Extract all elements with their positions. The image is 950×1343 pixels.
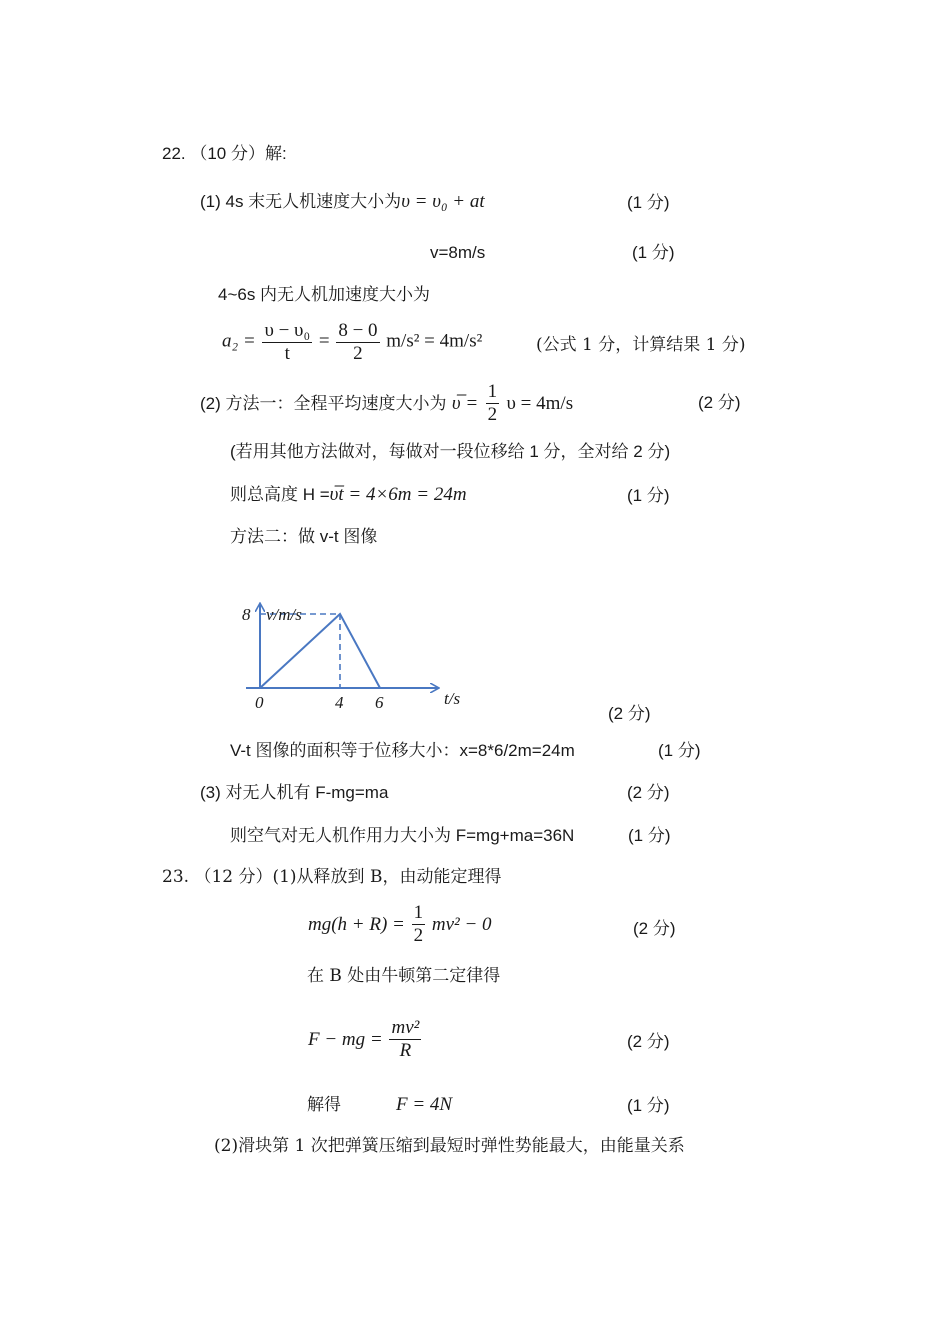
q22-v-result: v=8m/s [430,243,486,262]
q22-part2 [200,381,573,426]
energy-rhs: mv² − 0 [431,913,492,935]
q22-area-text: V-t 图像的面积等于位移大小：x=8*6/2m=24m [230,741,575,760]
q22-part1 [200,192,485,211]
height-text: 则总高度 H = [230,485,330,504]
q23-solve-eq: F = 4N [396,1094,453,1115]
newton-num: mv² [391,1017,420,1038]
q22-score-part2: (2 分) [698,393,741,412]
q23-newton-text: 在 B 处由牛顿第二定律得 [307,966,501,986]
q22-score-part3: (2 分) [627,783,670,802]
vbar-rhs: υ = 4m/s [506,392,574,414]
x-tick-label: 0 [255,693,264,712]
half-fraction [486,381,500,426]
q22-force-text: 则空气对无人机作用力大小为 F=mg+ma=36N [230,826,575,845]
a2-fraction-2 [336,320,379,365]
a2-num: υ − υ₀ [264,320,311,341]
q22-score-1: (1 分) [627,193,670,212]
height-eq: υ̅t = 4×6m = 24m [329,484,467,505]
newton-den: R [399,1039,412,1061]
q22-method2: 方法二：做 v-t 图像 [230,527,378,546]
vt-graph [232,566,461,716]
q22-part2-prefix: (2) 方法一：全程平均速度大小为 [200,393,447,413]
q23-newton-equation [308,1017,423,1062]
energy-half-den: 2 [413,924,424,946]
x-axis-label: t/s [444,689,461,708]
velocity-series-line [260,614,380,688]
newton-fraction [389,1017,421,1062]
y-tick-label: 8 [242,605,251,624]
q23-score-energy: (2 分) [633,919,676,938]
q22-score-area: (1 分) [658,741,701,760]
q22-header: 22. （10 分）解: [162,144,287,163]
q22-height [230,485,467,504]
q22-note: (若用其他方法做对，每做对一段位移给 1 分，全对给 2 分) [230,442,671,461]
q22-score-2: (1 分) [632,243,675,262]
q23-energy-equation [308,902,492,947]
q23-part2: (2)滑块第 1 次把弹簧压缩到最短时弹性势能最大，由能量关系 [214,1136,685,1156]
y-axis-label: v/m/s [266,605,302,625]
q22-part3: (3) 对无人机有 F-mg=ma [200,783,389,802]
x-tick-label: 6 [375,693,384,712]
a2-lhs: a₂ = [222,330,256,352]
a2-eq-sign: = [318,330,330,352]
q22-score-force: (1 分) [628,826,671,845]
tick-labels [242,605,384,712]
a2-num2: 8 − 0 [338,320,378,341]
q23-header: 23. （12 分）(1)从释放到 B，由动能定理得 [162,867,502,887]
q23-score-solve: (1 分) [627,1096,670,1115]
q22-score-height: (1 分) [627,486,670,505]
half-den: 2 [487,403,498,425]
q23-score-newton: (2 分) [627,1032,670,1051]
q22-a2-score: (公式 1 分，计算结果 1 分) [536,335,746,355]
energy-lhs: mg(h + R) = [308,913,405,935]
q22-part1-prefix: (1) 4s 末无人机速度大小为 [200,192,402,211]
a2-den: t [284,342,290,364]
q22-a2-equation [222,320,482,365]
a2-den2: 2 [353,342,363,364]
energy-half-num: 1 [413,902,424,923]
energy-half-fraction [412,902,426,947]
a2-fraction-1 [262,320,312,365]
a2-result: m/s² = 4m/s² [386,330,483,352]
q22-accel-label: 4~6s 内无人机加速度大小为 [218,285,431,304]
newton-lhs: F − mg = [308,1028,383,1050]
half-num: 1 [487,381,498,402]
vbar-lhs: υ̅ = [451,392,479,414]
q23-solve-label: 解得 [307,1095,341,1115]
q22-part1-eq: υ = υ₀ + at [401,191,485,212]
x-tick-label: 4 [335,693,344,712]
q22-score-graph: (2 分) [608,704,651,723]
